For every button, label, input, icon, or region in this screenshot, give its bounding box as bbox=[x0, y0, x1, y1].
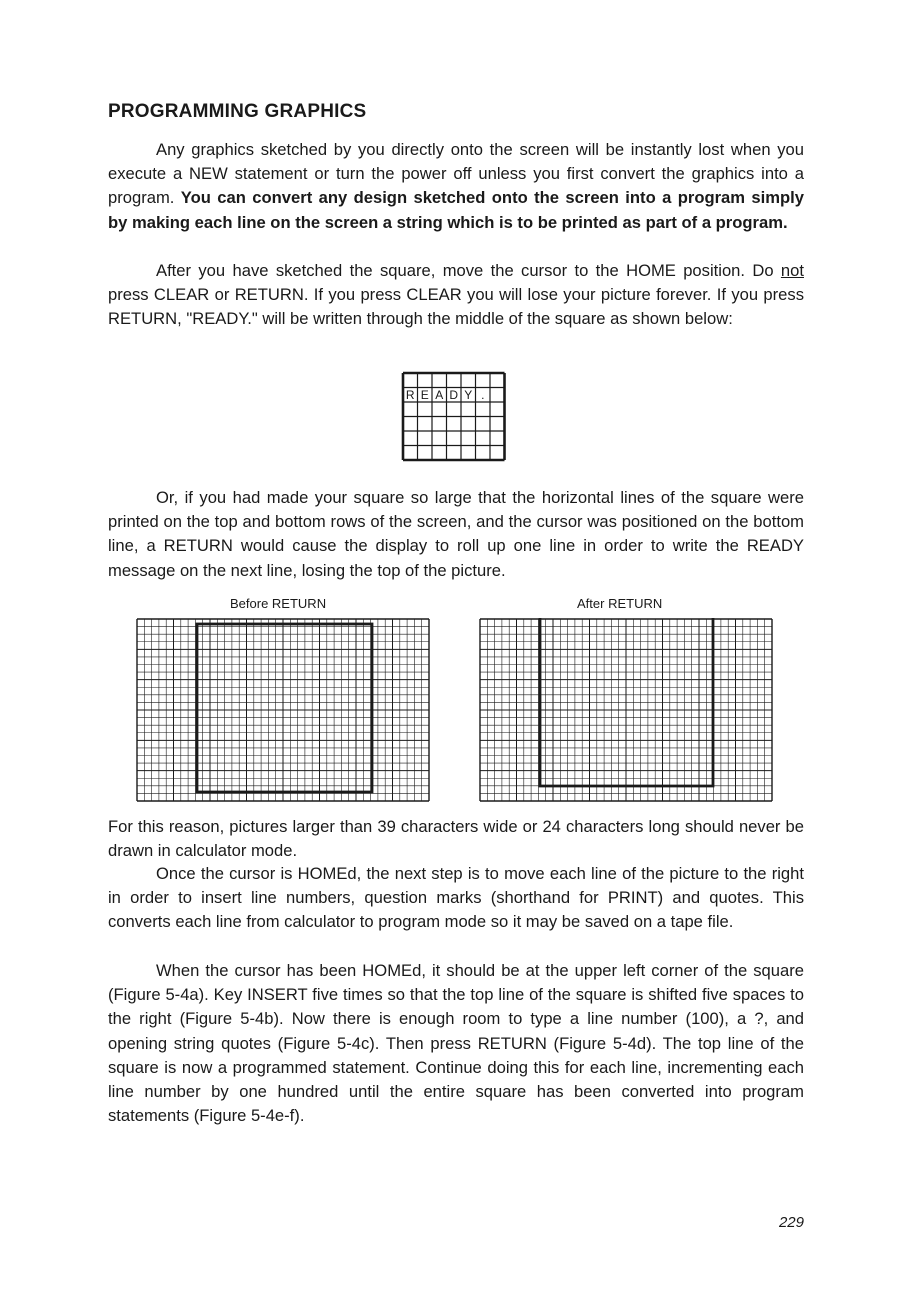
paragraph-size-limit: For this reason, pictures larger than 39 characters wide or 24 characters long should never be drawn in calculator mode. bbox=[108, 817, 804, 861]
ready-letter: R bbox=[405, 388, 415, 402]
paragraph-home-text-b: press CLEAR or RETURN. If you press CLEAR you will lose your picture forever. If you press RETURN, "READY." will be written through the middle of the square as shown below: bbox=[108, 285, 804, 329]
after-return-grid-figure bbox=[479, 618, 773, 802]
ready-letter: . bbox=[481, 388, 485, 402]
ready-square-figure bbox=[400, 370, 512, 474]
section-heading: PROGRAMMING GRAPHICS bbox=[108, 101, 367, 122]
before-return-grid-figure bbox=[136, 618, 430, 802]
paragraph-roll-up-text: Or, if you had made your square so large that the horizontal lines of the square were printed on the top and bottom rows of the screen, and the cursor was positioned on the bottom line, a RETURN would cause the display to roll up one line in order to write the READY message on the next line, losing the top of the picture. bbox=[108, 488, 804, 580]
paragraph-roll-up bbox=[108, 486, 804, 583]
paragraph-intro-text: Any graphics sketched by you directly onto the screen will be instantly lost when you execute a NEW statement or turn the power off unless you first convert the graphics into a program. bbox=[108, 140, 804, 208]
paragraph-insert-numbers-text: Once the cursor is HOMEd, the next step is to move each line of the picture to the right in order to insert line numbers, question marks (shorthand for PRINT) and quotes. This converts each line from calculator to program mode so it may be saved on a tape file. bbox=[108, 864, 804, 932]
caption-before-return: Before RETURN bbox=[230, 596, 327, 611]
paragraph-intro-bold: You can convert any design sketched onto the screen into a program simply by making each line on the screen a string which is to be printed as part of a program. bbox=[108, 188, 804, 232]
ready-letter: Y bbox=[464, 388, 473, 402]
caption-after-return: After RETURN bbox=[577, 596, 663, 611]
ready-letter: E bbox=[420, 388, 429, 402]
ready-letter: A bbox=[435, 388, 444, 402]
paragraph-home-underlined: not bbox=[780, 261, 804, 280]
paragraph-home-text-a: After you have sketched the square, move the cursor to the HOME position. Do bbox=[156, 261, 781, 280]
paragraph-home bbox=[108, 259, 804, 332]
paragraph-insert-numbers bbox=[108, 862, 804, 935]
paragraph-intro bbox=[108, 138, 804, 235]
paragraph-procedure-text: When the cursor has been HOMEd, it should be at the upper left corner of the square (Figure 5-4a). Key INSERT five times so that the top line of the square is shifted five spaces to the right (Figure 5-4b). Now there is enough room to type a line number (100), a ?, and opening string quotes (Figure 5-4c). Then press RETURN (Figure 5-4d). The top line of the square is now a programmed statement. Continue doing this for each line, incrementing each line number by one hundred until the entire square has been converted into program statements (Figure 5-4e-f). bbox=[108, 961, 804, 1126]
ready-letter: D bbox=[449, 388, 459, 402]
paragraph-procedure bbox=[108, 959, 804, 1128]
page-number: 229 bbox=[778, 1214, 804, 1231]
